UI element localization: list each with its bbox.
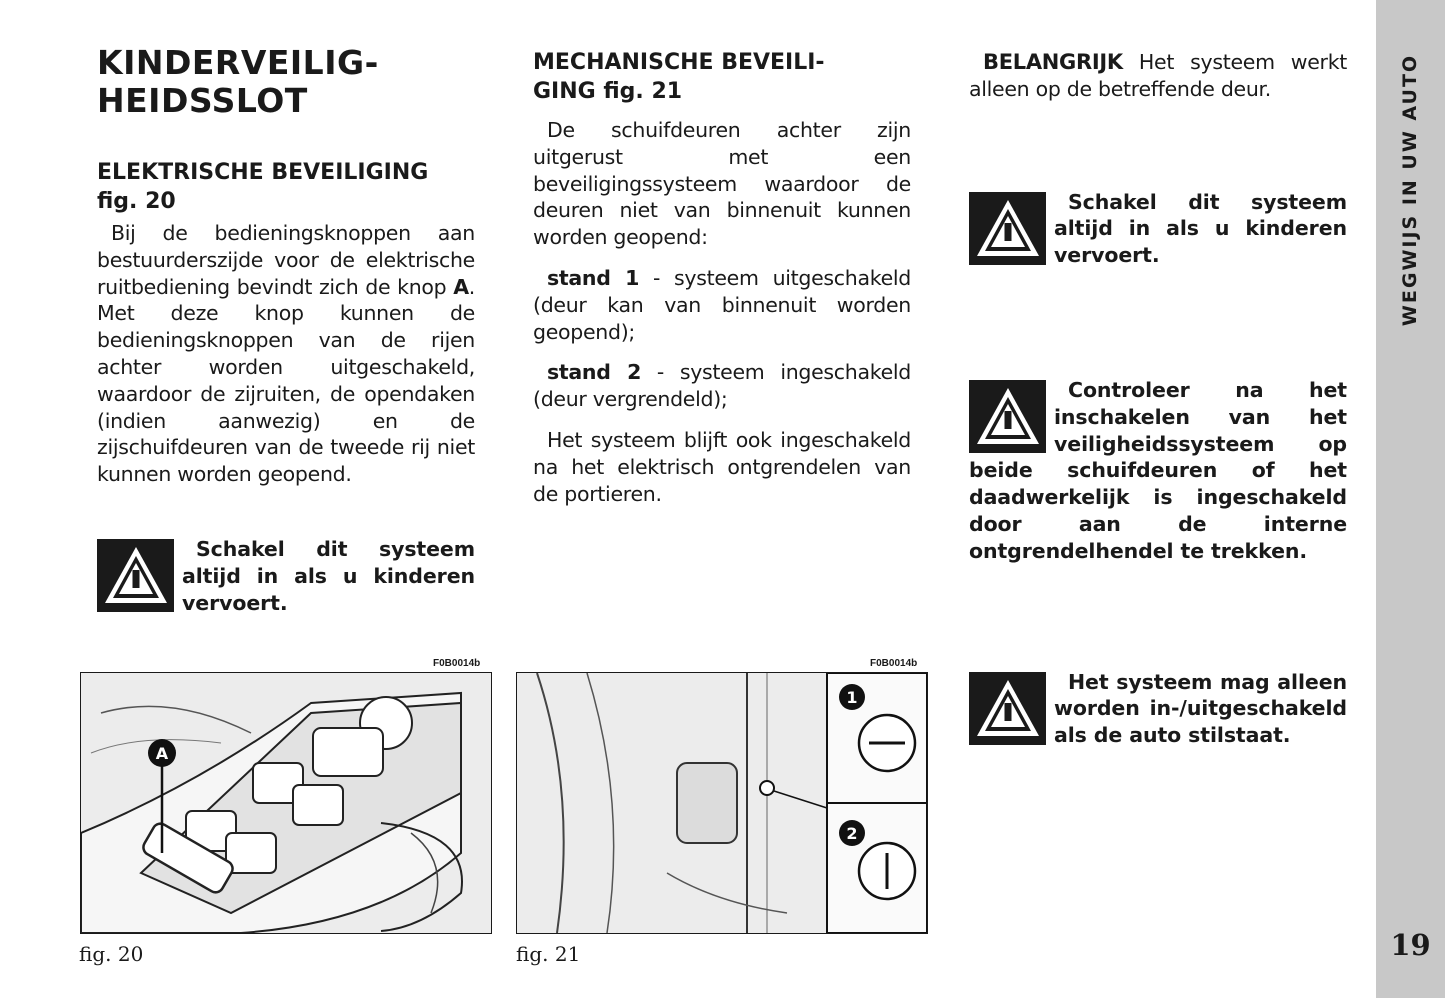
section-heading-electric bbox=[97, 158, 475, 216]
chapter-sidebar bbox=[1376, 0, 1445, 998]
paragraph-stand-2: stand 2 - systeem ingeschakeld (deur vergrendeld); bbox=[533, 360, 911, 412]
paragraph-important: BELANGRIJK Het systeem werkt alleen op de betreffende deur. bbox=[969, 50, 1347, 101]
section-heading-line-1: MECHANISCHE BEVEILI- bbox=[533, 50, 825, 75]
warning-block bbox=[97, 536, 475, 616]
warning-triangle-icon bbox=[969, 380, 1046, 453]
figure-code: F0B0014b bbox=[433, 658, 481, 669]
warning-text: Schakel dit systeem altijd in als u kinderen vervoert. bbox=[182, 536, 475, 615]
figure-marker-1: 1 bbox=[846, 688, 858, 707]
figure-21-caption: fig. 21 bbox=[516, 942, 581, 966]
section-heading-line-1: ELEKTRISCHE BEVEILIGING bbox=[97, 160, 429, 185]
warning-text: Controleer na het inschakelen van het veiligheidssysteem op beide schuifdeuren of het daadwerkelijk is ingeschakeld door aan de interne ontgrendelhendel te trekken. bbox=[969, 377, 1347, 563]
chapter-label: WEGWIJS IN UW AUTO bbox=[1399, 53, 1421, 327]
title-line-1: KINDERVEILIG- bbox=[97, 43, 379, 82]
paragraph-mechanical: De schuifdeuren achter zijn uitgerust met een beveiligingssysteem waardoor de deuren niet van binnenuit kunnen worden geopend: bbox=[533, 118, 911, 250]
door-control-panel-drawing bbox=[81, 673, 491, 933]
page-title bbox=[97, 44, 475, 120]
figure-marker-2: 2 bbox=[846, 824, 858, 843]
title-line-2: HEIDSSLOT bbox=[97, 81, 308, 120]
warning-triangle-icon bbox=[969, 672, 1046, 745]
warning-text: Schakel dit systeem altijd in als u kinderen vervoert. bbox=[1054, 189, 1347, 268]
page-number: 19 bbox=[1390, 928, 1431, 962]
column-2 bbox=[533, 44, 911, 507]
column-3 bbox=[969, 44, 1347, 749]
warning-block bbox=[969, 669, 1347, 749]
column-1 bbox=[97, 44, 475, 616]
figure-code: F0B0014b bbox=[870, 658, 918, 669]
sliding-door-lock-drawing bbox=[517, 673, 927, 933]
figure-20-illustration bbox=[80, 672, 492, 934]
figure-20-caption: fig. 20 bbox=[79, 942, 144, 966]
figure-marker-a: A bbox=[155, 744, 169, 763]
warning-text: Het systeem mag alleen worden in-/uitgeschakeld als de auto stilstaat. bbox=[1054, 669, 1347, 748]
paragraph-remain-engaged: Het systeem blijft ook ingeschakeld na het elektrisch ontgrendelen van de portieren. bbox=[533, 427, 911, 506]
section-heading-line-2: GING fig. 21 bbox=[533, 79, 683, 104]
warning-block bbox=[969, 377, 1347, 565]
section-heading-line-2: fig. 20 bbox=[97, 189, 176, 214]
paragraph-electric: Bij de bedieningsknoppen aan bestuurderszijde voor de elektrische ruitbediening bevindt zich de knop A. Met deze knop kunnen de bedieningsknoppen van de rijen achter worden uitgeschakeld, waardoor de zijruiten, de opendaken (indien aanwezig) en de zijschuifdeuren van de tweede rij niet kunnen worden geopend. bbox=[97, 221, 475, 487]
section-heading-mechanical bbox=[533, 48, 911, 106]
warning-triangle-icon bbox=[969, 192, 1046, 265]
warning-triangle-icon bbox=[97, 539, 174, 612]
figure-21-illustration bbox=[516, 672, 928, 934]
paragraph-stand-1: stand 1 - systeem uitgeschakeld (deur kan van binnenuit worden geopend); bbox=[533, 265, 911, 344]
warning-block bbox=[969, 189, 1347, 269]
button-a-ref: A bbox=[453, 274, 469, 299]
